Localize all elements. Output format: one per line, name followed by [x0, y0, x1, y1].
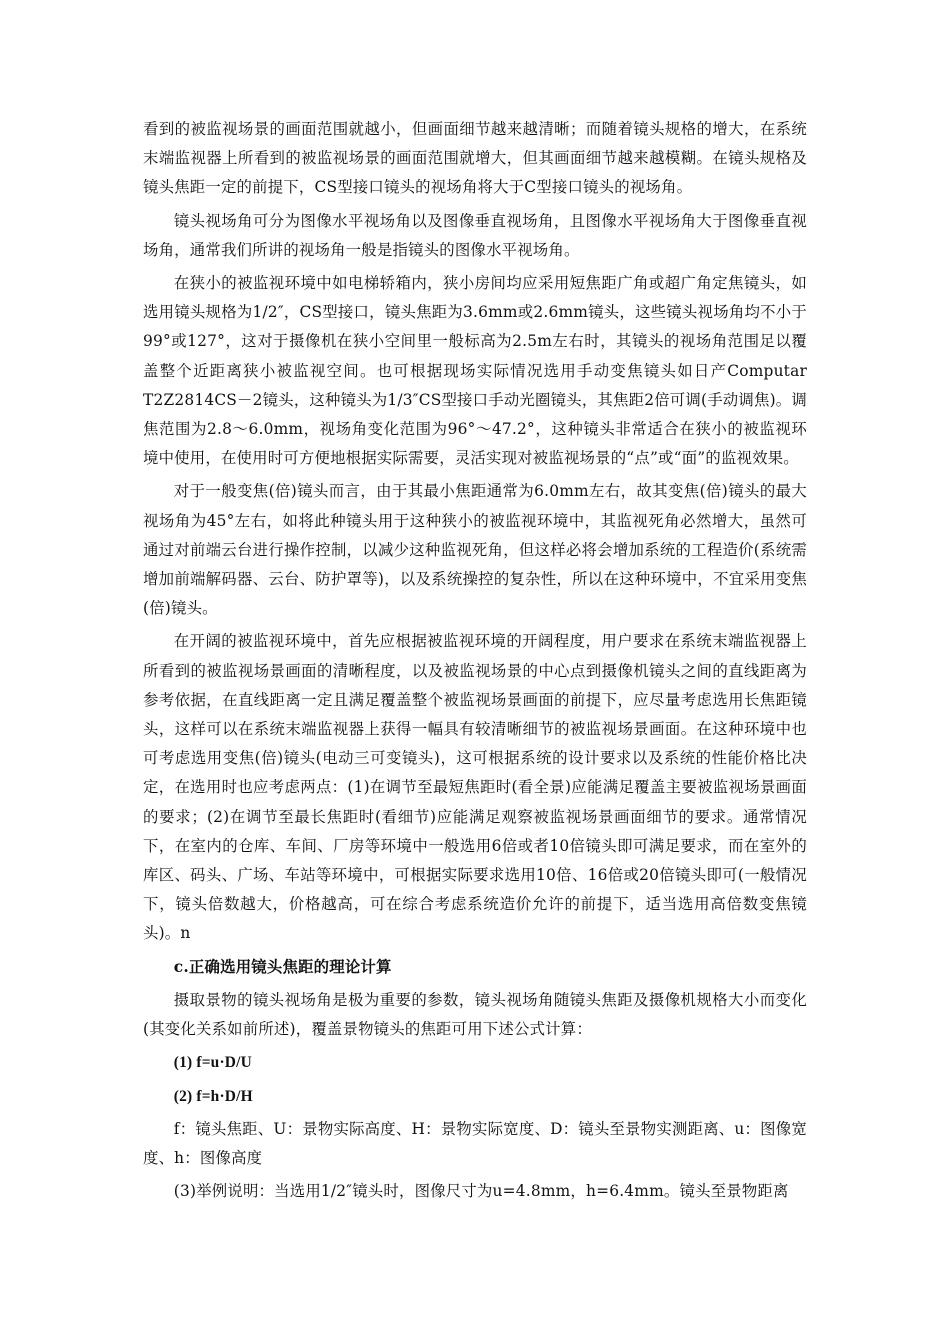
paragraph-narrow-environment: 在狭小的被监视环境中如电梯轿箱内，狭小房间均应采用短焦距广角或超广角定焦镜头，如选用镜头规格为1/2″，CS型接口，镜头焦距为3.6mm或2.6mm镜头，这些镜头视场角均不小于99°或127°，这对于摄像机在狭小空间里一般标高为2.5m左右时，其镜头的视场角范围足以覆盖整个近距离狭小被监视空间。也可根据现场实际情况选用手动变焦镜头如日产Computar T2Z2814CS－2镜头，这种镜头为1/3″CS型接口手动光圈镜头，其焦距2倍可调(手动调焦)。调焦范围为2.8～6.0mm，视场角变化范围为96°～47.2°，这种镜头非常适合在狭小的被监视环境中使用，在使用时可方便地根据实际需要，灵活实现对被监视场景的“点”或“面”的监视效果。 — [143, 274, 807, 468]
document-page — [143, 115, 807, 1210]
formula-1: (1) f=u·D/U — [173, 1054, 252, 1072]
formula-2: (2) f=h·D/H — [173, 1087, 253, 1105]
paragraph-formula-intro: 摄取景物的镜头视场角是极为重要的参数，镜头视场角随镜头焦距及摄像机规格大小而变化(其变化关系如前所述)，覆盖景物镜头的焦距可用下述公式计算： — [143, 990, 807, 1039]
paragraph-horizontal-vertical-angle: 镜头视场角可分为图像水平视场角以及图像垂直视场角，且图像水平视场角大于图像垂直视场角，通常我们所讲的视场角一般是指镜头的图像水平视场角。 — [143, 211, 807, 259]
paragraph-zoom-lens-limitation: 对于一般变焦(倍)镜头而言，由于其最小焦距通常为6.0mm左右，故其变焦(倍)镜头的最大视场角为45°左右，如将此种镜头用于这种狭小的被监视环境中，其监视死角必然增大，虽然可通过对前端云台进行操作控制，以减少这种监视死角，但这样必将会增加系统的工程造价(系统需增加前端解码器、云台、防护罩等)，以及系统操控的复杂性，所以在这种环境中，不宜采用变焦(倍)镜头。 — [143, 482, 807, 618]
section-heading-focal-calculation: c.正确选用镜头焦距的理论计算 — [173, 957, 392, 976]
paragraph-field-of-view-intro: 看到的被监视场景的画面范围就越小，但画面细节越来越清晰；而随着镜头规格的增大，在系统末端监视器上所看到的被监视场景的画面范围就增大，但其画面细节越来越模糊。在镜头规格及镜头焦距一定的前提下，CS型接口镜头的视场角将大于C型接口镜头的视场角。 — [143, 120, 807, 197]
paragraph-open-environment: 在开阔的被监视环境中，首先应根据被监视环境的开阔程度，用户要求在系统末端监视器上所看到的被监视场景画面的清晰程度，以及被监视场景的中心点到摄像机镜头之间的直线距离为参考依据，在直线距离一定且满足覆盖整个被监视场景画面的前提下，应尽量考虑选用长焦距镜头，这样可以在系统末端监视器上获得一幅具有较清晰细节的被监视场景画面。在这种环境中也可考虑选用变焦(倍)镜头(电动三可变镜头)，这可根据系统的设计要求以及系统的性能价格比决定，在选用时也应考虑两点：(1)在调节至最短焦距时(看全景)应能满足覆盖主要被监视场景画面的要求；(2)在调节至最长焦距时(看细节)应能满足观察被监视场景画面细节的要求。通常情况下，在室内的仓库、车间、厂房等环境中一般选用6倍或者10倍镜头即可满足要求，而在室外的库区、码头、广场、车站等环境中，可根据实际要求选用10倍、16倍或20倍镜头即可(一般情况下，镜头倍数越大，价格越高，可在综合考虑系统造价允许的前提下，适当选用高倍数变焦镜头)。n — [143, 632, 807, 943]
paragraph-variable-definitions: f：镜头焦距、U：景物实际高度、H：景物实际宽度、D：镜头至景物实测距离、u：图像宽度、h：图像高度 — [143, 1119, 807, 1167]
paragraph-example: (3)举例说明：当选用1/2″镜头时，图像尺寸为u=4.8mm，h=6.4mm。镜头至景物距离 — [173, 1182, 789, 1201]
